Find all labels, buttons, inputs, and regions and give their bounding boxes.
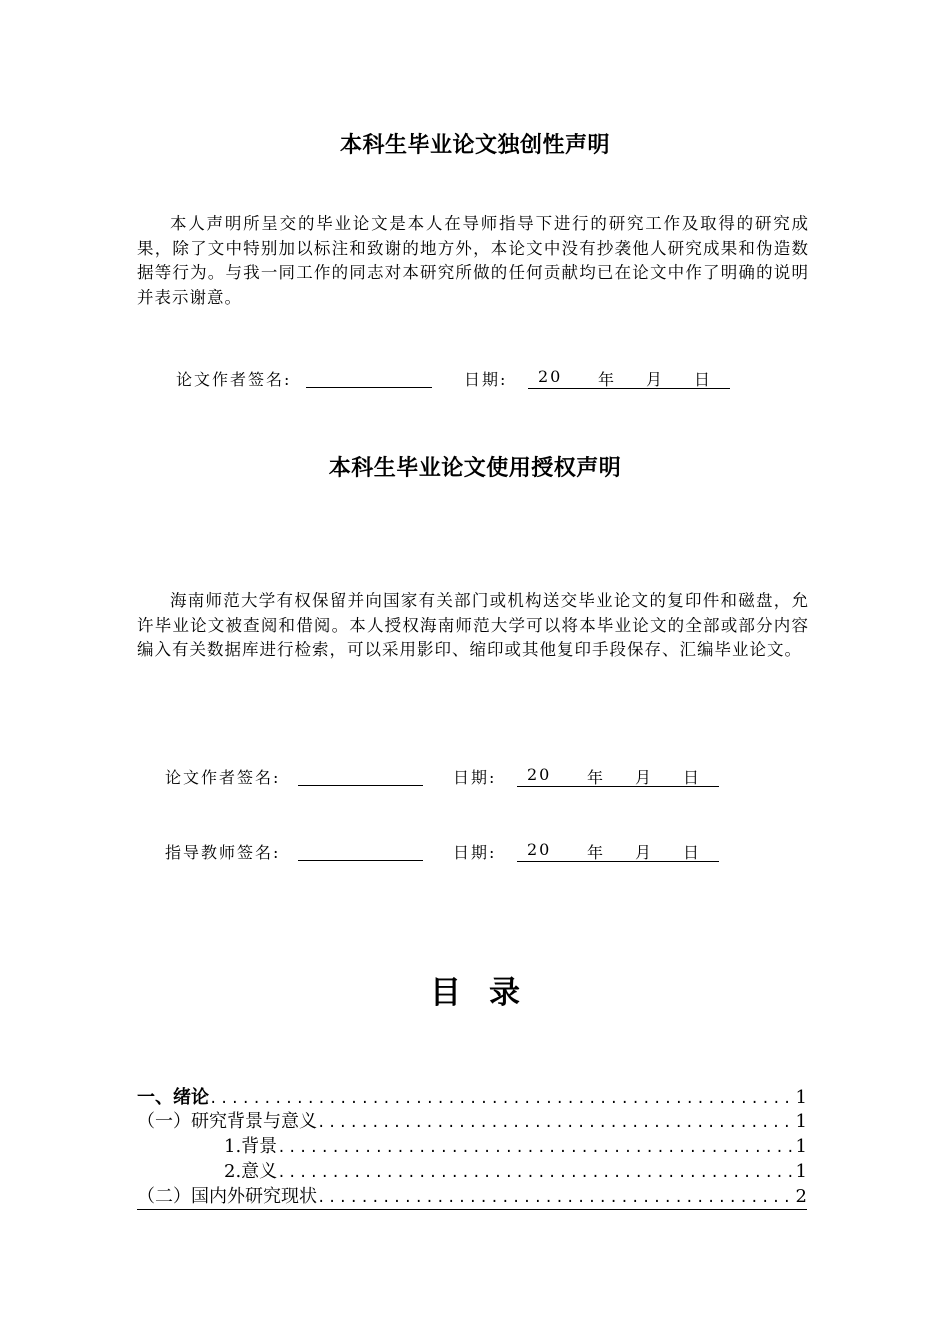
originality-declaration-body: 本人声明所呈交的毕业论文是本人在导师指导下进行的研究工作及取得的研究成果，除了文中特别加以标注和致谢的地方外，本论文中没有抄袭他人研究成果和伪造数据等行为。与我一同工作的同志对本研究所做的任何贡献均已在论文中作了明确的说明并表示谢意。 (137, 214, 809, 307)
date-year-prefix: 20 (538, 367, 563, 386)
date-month-unit: 月 (646, 370, 665, 389)
date-day-unit: 日 (683, 843, 702, 862)
toc-leader-dots (277, 1161, 793, 1185)
toc-entry-label: 一、绪论 (137, 1087, 209, 1108)
originality-signature-row (176, 367, 736, 391)
date-year-prefix: 20 (527, 840, 552, 859)
toc-entry-1[interactable] (137, 1086, 807, 1110)
author-signature-line[interactable] (298, 785, 423, 786)
date-year-prefix: 20 (527, 765, 552, 784)
toc-leader-dots (277, 1136, 793, 1160)
date-year-unit: 年 (587, 843, 606, 862)
advisor-signature-label: 指导教师签名: (165, 843, 281, 862)
toc-entry-label: 1.背景 (224, 1136, 278, 1157)
author-signature-line[interactable] (306, 387, 432, 388)
date-label: 日期: (453, 843, 497, 862)
toc-entry-3[interactable] (224, 1135, 807, 1159)
toc-entry-page: 1 (795, 1087, 807, 1108)
toc-entry-page: 2 (795, 1186, 807, 1207)
toc-entry-label: （二）国内外研究现状 (137, 1186, 317, 1207)
toc-entry-4[interactable] (224, 1160, 807, 1184)
date-label: 日期: (464, 370, 508, 389)
advisor-signature-line[interactable] (298, 860, 423, 861)
toc-entry-label: （一）研究背景与意义 (137, 1111, 317, 1132)
date-field[interactable] (517, 840, 719, 862)
toc-entry-page: 1 (795, 1161, 807, 1182)
date-month-unit: 月 (635, 843, 654, 862)
authorization-author-signature-row (165, 765, 725, 789)
date-day-unit: 日 (694, 370, 713, 389)
authorization-declaration-title: 本科生毕业论文使用授权声明 (328, 456, 622, 481)
toc-leader-dots (317, 1111, 794, 1135)
date-day-unit: 日 (683, 768, 702, 787)
author-signature-label: 论文作者签名: (165, 768, 281, 787)
date-year-unit: 年 (587, 768, 606, 787)
authorization-advisor-signature-row (165, 840, 725, 864)
originality-declaration-title: 本科生毕业论文独创性声明 (339, 133, 610, 158)
toc-entry-page: 1 (795, 1136, 807, 1157)
authorization-declaration-body: 海南师范大学有权保留并向国家有关部门或机构送交毕业论文的复印件和磁盘，允许毕业论文被查阅和借阅。本人授权海南师范大学可以将本毕业论文的全部或部分内容编入有关数据库进行检索，可以采用影印、缩印或其他复印手段保存、汇编毕业论文。 (137, 591, 809, 659)
date-field[interactable] (517, 765, 719, 787)
toc-entry-5[interactable] (137, 1185, 807, 1210)
date-month-unit: 月 (635, 768, 654, 787)
toc-entry-2[interactable] (137, 1110, 807, 1134)
date-label: 日期: (453, 768, 497, 787)
toc-entry-label: 2.意义 (224, 1161, 278, 1182)
toc-leader-dots (317, 1186, 794, 1210)
author-signature-label: 论文作者签名: (176, 370, 292, 389)
toc-leader-dots (209, 1087, 794, 1111)
toc-entry-page: 1 (795, 1111, 807, 1132)
toc-title: 目录 (430, 975, 548, 1011)
date-field[interactable] (528, 367, 730, 389)
date-year-unit: 年 (598, 370, 617, 389)
